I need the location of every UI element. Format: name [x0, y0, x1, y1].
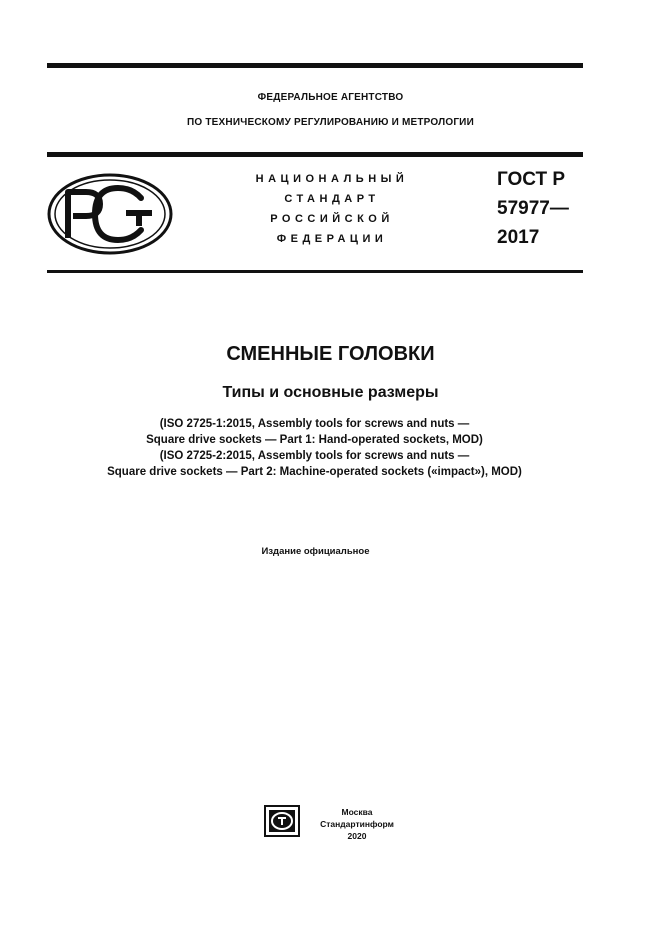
- standard-type-line3: РОССИЙСКОЙ: [270, 213, 394, 225]
- designation-line2: 57977—: [497, 198, 569, 219]
- standard-type-line4: ФЕДЕРАЦИИ: [276, 233, 388, 245]
- top-rule: [47, 63, 583, 68]
- header-rule: [47, 152, 583, 157]
- designation-rule: [47, 270, 583, 273]
- document-title: СМЕННЫЕ ГОЛОВКИ: [226, 343, 435, 365]
- agency-name-line1: ФЕДЕРАЛЬНОЕ АГЕНТСТВО: [257, 92, 404, 103]
- iso-reference-line: (ISO 2725-1:2015, Assembly tools for screws and nuts —: [159, 418, 470, 430]
- designation-line1: ГОСТ Р: [497, 169, 566, 190]
- designation-line3: 2017: [497, 227, 540, 248]
- edition-note: Издание официальное: [261, 546, 370, 557]
- standard-type-line1: НАЦИОНАЛЬНЫЙ: [255, 173, 409, 185]
- standard-type-line2: СТАНДАРТ: [284, 193, 380, 205]
- publisher-city: Москва: [341, 807, 373, 817]
- iso-reference-line: (ISO 2725-2:2015, Assembly tools for screws and nuts —: [159, 450, 470, 462]
- rst-certification-logo-icon: [46, 172, 174, 261]
- document-subtitle: Типы и основные размеры: [222, 384, 439, 401]
- publisher-year: 2020: [347, 831, 367, 841]
- iso-reference-line: Square drive sockets — Part 1: Hand-operated sockets, MOD): [146, 434, 483, 446]
- agency-name-line2: ПО ТЕХНИЧЕСКОМУ РЕГУЛИРОВАНИЮ И МЕТРОЛОГИИ: [187, 117, 474, 128]
- standartinform-logo-icon: [264, 805, 300, 842]
- iso-reference-line: Square drive sockets — Part 2: Machine-operated sockets («impact»), MOD): [107, 466, 522, 478]
- publisher-name: Стандартинформ: [320, 819, 394, 829]
